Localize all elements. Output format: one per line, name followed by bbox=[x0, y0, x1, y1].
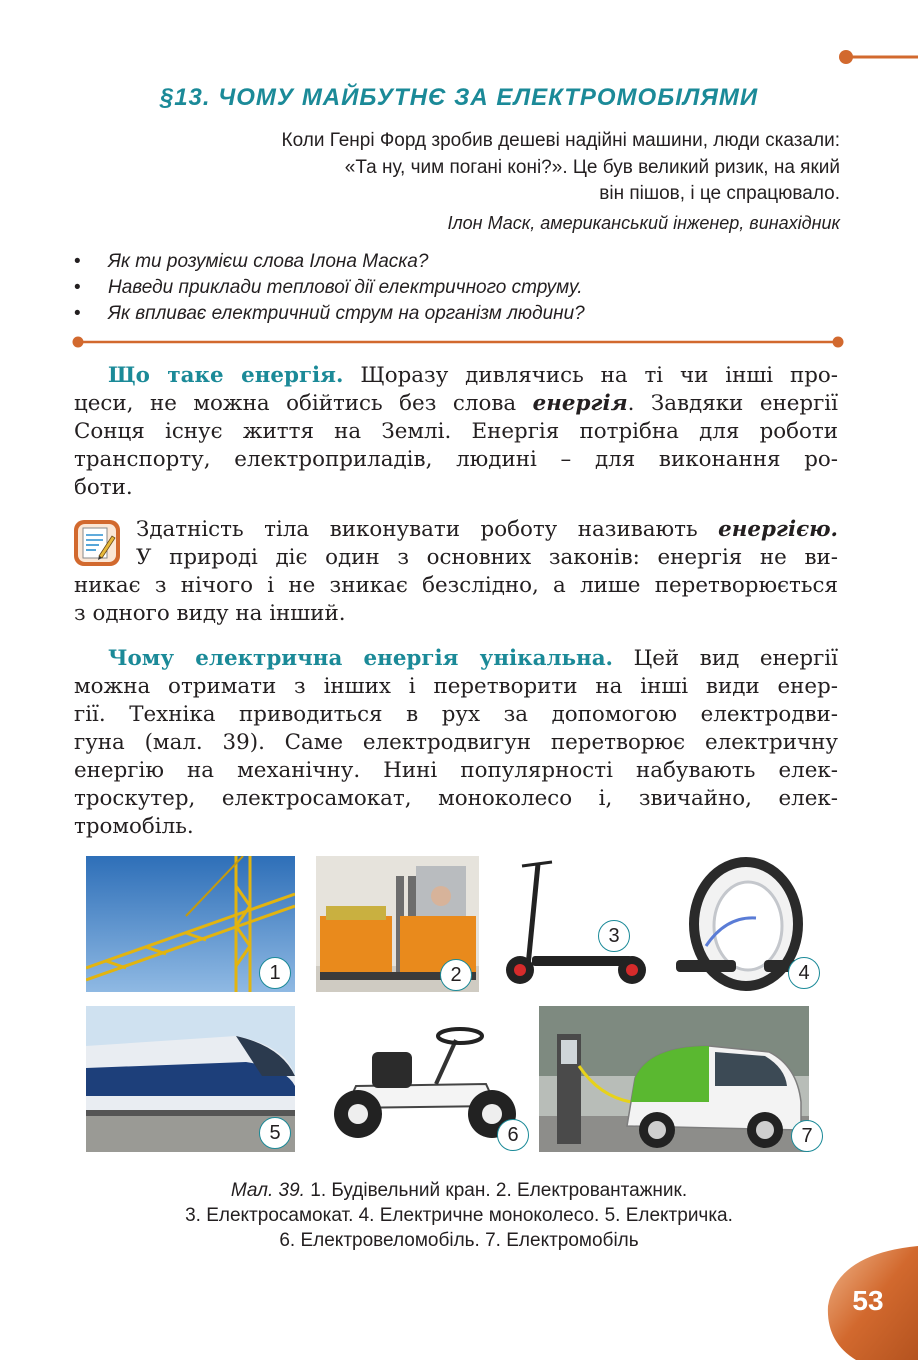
question-text: Наведи приклади теплової дії електричного струму. bbox=[108, 277, 583, 298]
text-span: У природі діє один з основних законів: енергія не ви- bbox=[136, 545, 838, 570]
figure-caption bbox=[0, 1178, 918, 1203]
epigraph-author: Ілон Маск, американський інженер, винахідник bbox=[447, 213, 840, 233]
figure-number-badge: 6 bbox=[497, 1119, 529, 1151]
caption-label: Мал. 39. bbox=[230, 1180, 305, 1201]
text-line bbox=[74, 362, 838, 390]
epigraph-line: він пішов, і це спрацювало. bbox=[599, 183, 840, 204]
text-line: боти. bbox=[74, 475, 133, 500]
question-item bbox=[72, 275, 585, 301]
question-item bbox=[72, 249, 585, 275]
question-text: Як ти розумієш слова Ілона Маска? bbox=[108, 251, 429, 272]
header-decoration bbox=[836, 46, 918, 68]
text-span: Здатність тіла виконувати роботу називають bbox=[136, 517, 698, 542]
caption-text: 1. Будівельний кран. 2. Електровантажник. bbox=[310, 1180, 688, 1201]
text-line: троскутер, електросамокат, моноколесо і, звичайно, елек- bbox=[74, 786, 838, 811]
question-item bbox=[72, 301, 585, 327]
figure-number-badge: 1 bbox=[259, 957, 291, 989]
text-line: гуна (мал. 39). Саме електродвигун перетворює електричну bbox=[74, 730, 838, 755]
text-span: Щоразу дивлячись на ті чи інші про- bbox=[360, 363, 839, 388]
photo-electric-car bbox=[539, 1006, 809, 1152]
bullet: • bbox=[74, 277, 81, 298]
text-line: енергію на механічну. Нині популярності набувають елек- bbox=[74, 758, 838, 783]
figure-number-badge: 4 bbox=[788, 957, 820, 989]
text-line: транспорту, електроприладів, людині – для виконання ро- bbox=[74, 447, 838, 472]
text-line: можна отримати з інших і перетворити на інші види енер- bbox=[74, 674, 838, 699]
figure-number-badge: 2 bbox=[440, 959, 472, 991]
bullet: • bbox=[74, 251, 81, 272]
paragraph-electric-energy bbox=[74, 645, 838, 841]
photo-electric-scooter bbox=[498, 856, 652, 992]
question-text: Як впливає електричний струм на організм людини? bbox=[108, 303, 585, 324]
text-line bbox=[74, 544, 838, 572]
text-line: з одного виду на інший. bbox=[74, 601, 346, 626]
section-divider bbox=[72, 335, 844, 349]
term-energy: Що таке енергія. bbox=[108, 363, 344, 388]
text-line bbox=[74, 390, 838, 418]
text-span: цеси, не можна обійтись без слова bbox=[74, 391, 517, 416]
figure-caption: 6. Електровеломобіль. 7. Електромобіль bbox=[279, 1230, 639, 1251]
text-line bbox=[74, 645, 838, 673]
emphasis: енергією. bbox=[718, 517, 838, 542]
section-heading: §13. ЧОМУ МАЙБУТНЄ ЗА ЕЛЕКТРОМОБІЛЯМИ bbox=[159, 84, 759, 111]
epigraph-line: «Та ну, чим погані коні?». Це був великий ризик, на який bbox=[344, 157, 840, 178]
text-line: Сонця існує життя на Землі. Енергія потрібна для роботи bbox=[74, 419, 838, 444]
figure-caption: 3. Електросамокат. 4. Електричне моноколесо. 5. Електричка. bbox=[185, 1205, 733, 1226]
definition-block bbox=[74, 516, 838, 628]
term-electric-energy: Чому електрична енергія унікальна. bbox=[108, 646, 614, 671]
text-span: . Завдяки енергії bbox=[627, 391, 838, 416]
text-span: Цей вид енергії bbox=[633, 646, 838, 671]
paragraph-energy bbox=[74, 362, 838, 502]
epigraph-line: Коли Генрі Форд зробив дешеві надійні машини, люди сказали: bbox=[281, 130, 840, 151]
figure-number-badge: 5 bbox=[259, 1117, 291, 1149]
text-line: тромобіль. bbox=[74, 814, 194, 839]
question-list bbox=[72, 249, 585, 327]
emphasis: енергія bbox=[532, 391, 628, 416]
text-line: гії. Техніка приводиться в рух за допомогою електродви- bbox=[74, 702, 838, 727]
figure-number-badge: 3 bbox=[598, 920, 630, 952]
bullet: • bbox=[74, 303, 81, 324]
figure-number-badge: 7 bbox=[791, 1120, 823, 1152]
text-line bbox=[74, 516, 838, 544]
text-line: никає з нічого і не зникає безслідно, а лише перетворюється bbox=[74, 573, 838, 598]
page-number: 53 bbox=[852, 1285, 884, 1316]
